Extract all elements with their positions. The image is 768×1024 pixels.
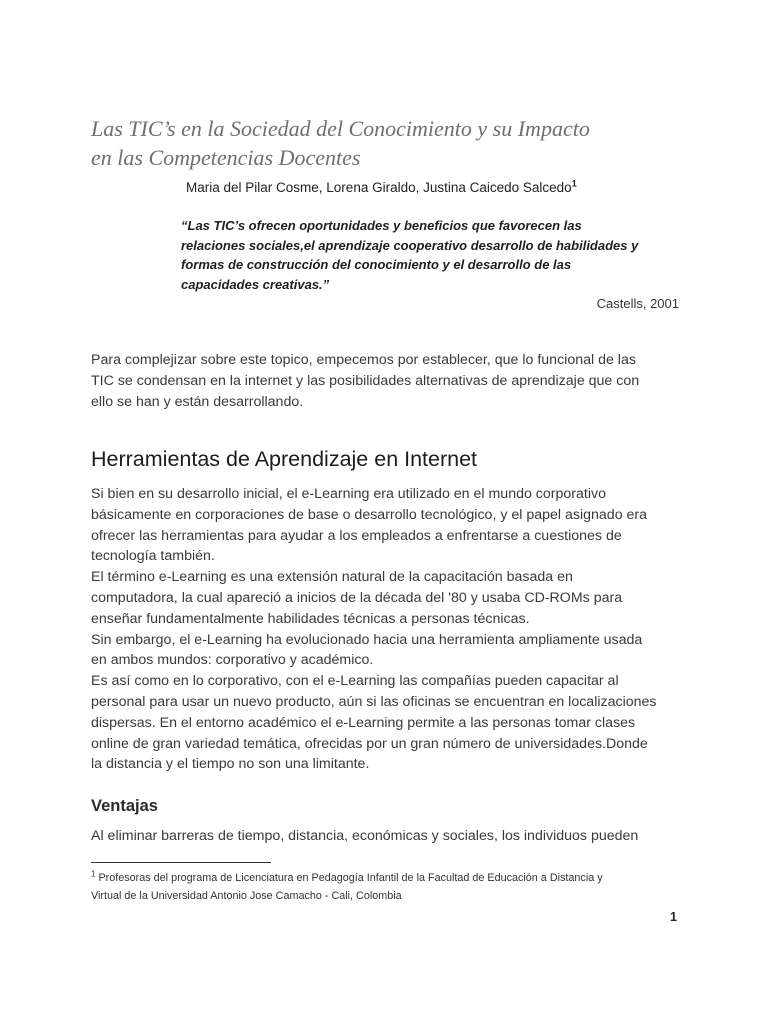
body-line: Sin embargo, el e-Learning ha evolucionado hacia una herramienta ampliamente usada: [91, 631, 643, 648]
author-names: Maria del Pilar Cosme, Lorena Giraldo, Justina Caicedo Salcedo: [186, 180, 572, 195]
intro-paragraph: [91, 350, 689, 413]
body-line: online de gran variedad temática, ofrecidas por un gran número de universidades.Donde: [91, 735, 648, 752]
title-line-2: en las Competencias Docentes: [91, 145, 361, 170]
intro-line: Para complejizar sobre este topico, empecemos por establecer, que lo funcional de las: [91, 352, 636, 368]
subsection-heading: Ventajas: [91, 797, 158, 815]
document-title: [91, 114, 691, 172]
intro-line: ello se han y están desarrollando.: [91, 394, 304, 410]
author-line: [186, 180, 577, 196]
footnote-text: Profesoras del programa de Licenciatura en Pedagogía Infantil de la Facultad de Educación a Distancia y: [95, 872, 603, 884]
author-footnote-ref: 1: [571, 178, 577, 189]
body-line: enseñar fundamentalmente habilidades técnicas a personas técnicas.: [91, 610, 530, 627]
body-line: básicamente en corporaciones de base o desarrollo tecnológico, y el papel asignado era: [91, 506, 648, 523]
body-line: la distancia y el tiempo no son una limitante.: [91, 756, 370, 773]
section-heading: Herramientas de Aprendizaje en Internet: [91, 447, 478, 471]
body-line: Es así como en lo corporativo, con el e-Learning las compañías pueden capacitar al: [91, 673, 619, 690]
footnote-line-1: [91, 869, 691, 887]
title-line-1: Las TIC’s en la Sociedad del Conocimiento y su Impacto: [91, 116, 590, 141]
body-line: Si bien en su desarrollo inicial, el e-Learning era utilizado en el mundo corporativo: [91, 486, 606, 502]
footnote-marker: 1: [91, 869, 96, 879]
footnote-line-2: Virtual de la Universidad Antonio Jose Camacho - Cali, Colombia: [91, 890, 402, 902]
body-line: ofrecer las herramientas para ayudar a los empleados a enfrentarse a cuestiones de: [91, 527, 622, 544]
body-line: personal para usar un nuevo producto, aún si las oficinas se encuentran en localizaciones: [91, 693, 657, 710]
body-line: en ambos mundos: corporativo y académico.: [91, 652, 374, 669]
quote-line: formas de construcción del conocimiento y el desarrollo de las: [181, 257, 572, 272]
footnote-divider: [91, 862, 271, 863]
body-line: computadora, la cual apareció a inicios de la década del '80 y usaba CD-ROMs para: [91, 589, 623, 606]
quote-line: capacidades creativas.”: [181, 276, 330, 292]
quote-attribution: Castells, 2001: [596, 296, 679, 311]
intro-line: TIC se condensan en la internet y las posibilidades alternativas de aprendizaje que con: [91, 373, 640, 389]
quote-line: relaciones sociales,el aprendizaje cooperativo desarrollo de habilidades y: [181, 237, 639, 253]
subsection-text: Al eliminar barreras de tiempo, distancia, económicas y sociales, los individuos pueden: [91, 828, 639, 844]
body-line: dispersas. En el entorno académico el e-Learning permite a las personas tomar clases: [91, 714, 636, 731]
section-body: [91, 484, 689, 775]
epigraph-quote: [181, 216, 681, 294]
footnote: [91, 869, 691, 905]
quote-line: “Las TIC’s ofrecen oportunidades y beneficios que favorecen las: [181, 218, 582, 233]
body-line: tecnología también.: [91, 548, 215, 565]
body-line: El término e-Learning es una extensión natural de la capacitación basada en: [91, 569, 573, 586]
page-number: 1: [670, 910, 677, 924]
